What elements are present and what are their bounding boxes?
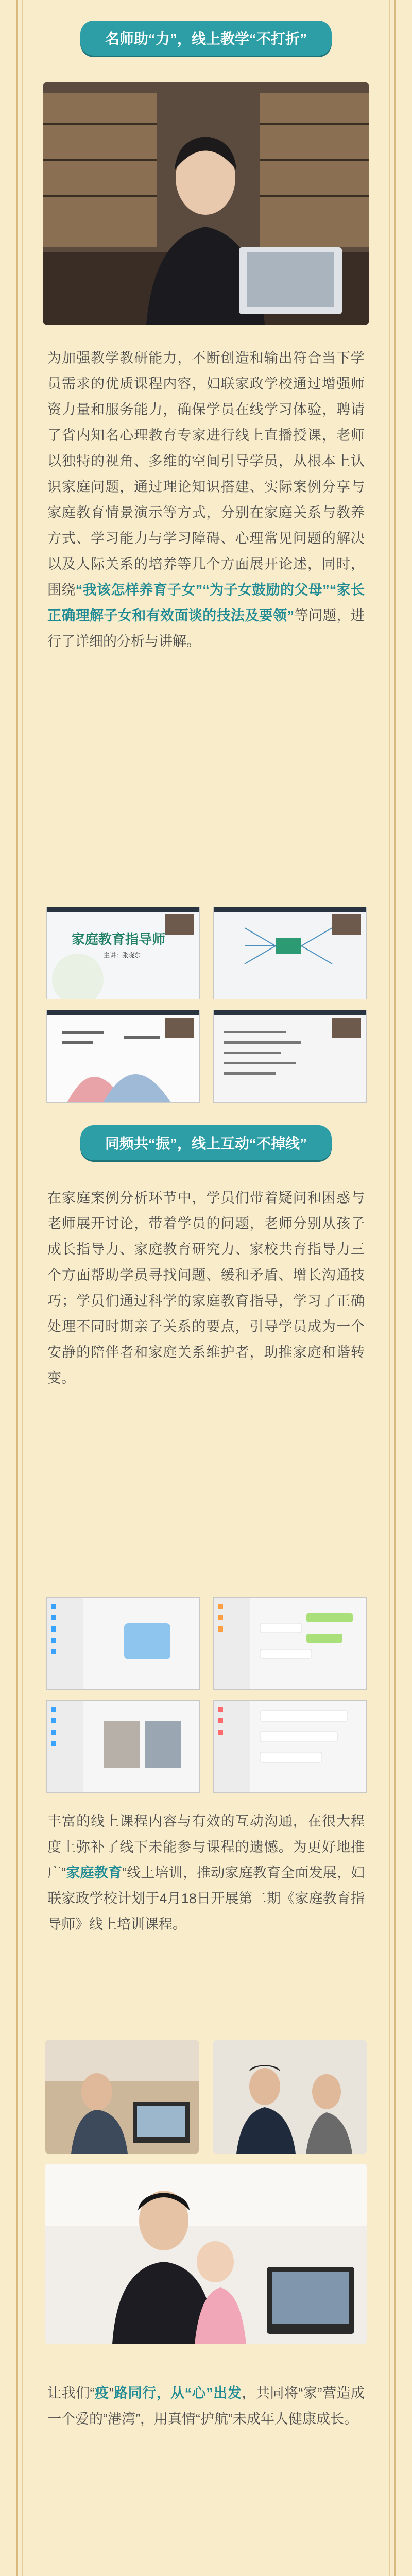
slide-screenshot-2 bbox=[213, 907, 367, 999]
highlight-family-education: 家庭教育 bbox=[66, 1865, 123, 1880]
highlight-start-from-heart: 路同行，从“心”出发 bbox=[113, 2385, 242, 2401]
mother-baby-photo bbox=[45, 2164, 367, 2344]
paragraph-4-quote: ” bbox=[109, 2385, 114, 2401]
family-photo-1 bbox=[45, 2040, 199, 2154]
paragraph-2: 在家庭案例分析环节中，学员们带着疑问和困惑与老师展开讨论，带着学员的问题，老师分别从孩子成长指导力、家庭教育研究力、家校共育指导力三个方面帮助学员寻找问题、缓和矛盾、增长沟通技巧；学员们通过科学的家庭教育指导，学习了正确处理不同时期亲子关系的要点，引导学员成为一个安静的陪伴者和家庭关系维护者，助推家庭和谐转变。 bbox=[47, 1190, 365, 1386]
slide-screenshot-4 bbox=[213, 1010, 367, 1103]
slide-screenshot-1 bbox=[46, 907, 200, 999]
paragraph-1-end: 等问题，进行了详细的分析与讲解。 bbox=[47, 608, 365, 649]
chat-screenshot-2 bbox=[213, 1597, 367, 1690]
paragraph-4 bbox=[47, 2380, 365, 2432]
paragraph-1 bbox=[47, 345, 365, 654]
section-2-title-wrap bbox=[0, 1125, 412, 1160]
slide-presenter: 主讲：张晓东 bbox=[104, 952, 141, 959]
chat-screenshot-1 bbox=[46, 1597, 200, 1690]
paragraph-3 bbox=[47, 1808, 365, 1937]
paragraph-4-end: ，共同将“家”营造成一个爱的“港湾”，用真情“护航”未成年人健康成长。 bbox=[47, 2385, 365, 2427]
chat-screenshot-4 bbox=[213, 1700, 367, 1793]
paragraph-3-text: 丰富的线上课程内容与有效的互动沟通，在很大程度上弥补了线下未能参与课程的遗憾。为更好地推广“ bbox=[47, 1814, 365, 1880]
section-1-title-wrap bbox=[0, 21, 412, 56]
slide-title: 家庭教育指导师 bbox=[72, 931, 166, 947]
section-1-title: 名师助“力”，线上教学“不打折” bbox=[80, 21, 332, 56]
slide-screenshot-3 bbox=[46, 1010, 200, 1103]
paragraph-1-text: 为加强教学教研能力，不断创造和输出符合当下学员需求的优质课程内容，妇联家政学校通过增强师资力量和服务能力，确保学员在线学习体验，聘请了省内知名心理教育专家进行线上直播授课，老师以独特的视角、多维的空间引导学员，从根本上认识家庭问题，通过理论知识搭建、实际案例分享与家庭教育情景演示等方式，分别在家庭关系与教养方式、学习能力与学习障碍、心理常见问题的解决以及人际关系的培养等几个方面展开论述，同时，围绕 bbox=[47, 350, 365, 598]
highlight-communication: “家长正确理解子女和有效面谈的技法及要领” bbox=[47, 582, 365, 623]
paragraph-4-text: 让我们“ bbox=[47, 2385, 95, 2401]
highlight-epidemic: 疫 bbox=[94, 2385, 109, 2401]
section-2-title: 同频共“振”，线上互动“不掉线” bbox=[80, 1125, 332, 1160]
family-photo-2 bbox=[213, 2040, 367, 2154]
highlight-encouraging-parents: “为子女鼓励的父母” bbox=[202, 582, 330, 598]
chat-screenshot-3 bbox=[46, 1700, 200, 1793]
highlight-parenting: “我该怎样养育子女” bbox=[75, 582, 203, 598]
teacher-photo bbox=[43, 82, 369, 325]
paragraph-3-end: ”线上培训，推动家庭教育全面发展，妇联家政学校计划于4月18日开展第二期《家庭教育指导师》线上培训课程。 bbox=[47, 1865, 365, 1932]
